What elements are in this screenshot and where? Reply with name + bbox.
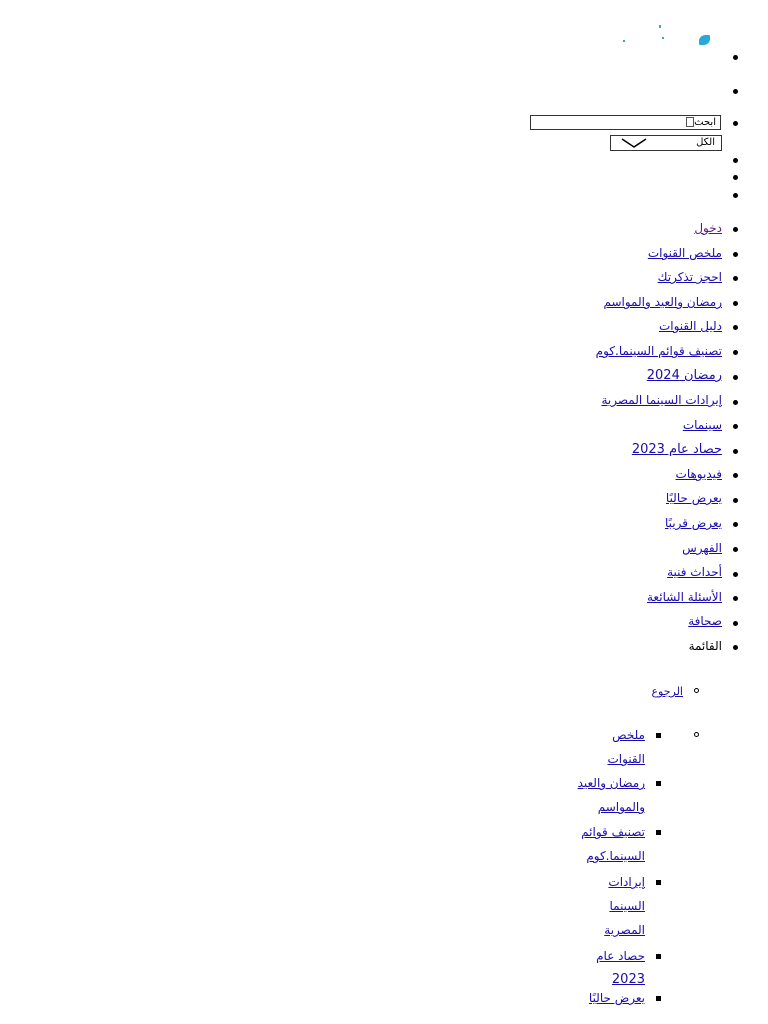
list-bullet: [733, 175, 738, 180]
list-bullet: [733, 424, 738, 429]
submenu-link-line: المصرية: [604, 923, 645, 937]
submenu-link-harvest-2023[interactable]: [596, 944, 645, 992]
submenu-link-line: السينما: [609, 899, 645, 913]
list-bullet: [733, 193, 738, 198]
nav-link-lists-ranking[interactable]: تصنيف قوائم السينما.كوم: [595, 344, 722, 358]
submenu-link-line: إيرادات: [608, 875, 645, 889]
nav-link-art-events[interactable]: أحداث فنية: [667, 565, 722, 579]
nav-link-book-ticket[interactable]: احجز تذكرتك: [657, 270, 722, 284]
list-bullet: [733, 473, 738, 478]
submenu-link-line: ملخص: [612, 728, 645, 742]
chevron-down-icon: [621, 138, 647, 148]
submenu-link-line: والمواسم: [597, 800, 645, 814]
submenu-link-line: القنوات: [607, 752, 645, 766]
nav-link-videos[interactable]: فيديوهات: [675, 467, 722, 481]
list-bullet: [733, 498, 738, 503]
list-bullet: [733, 325, 738, 330]
site-logo[interactable]: [615, 22, 715, 50]
submenu-link-line: 2023: [611, 972, 645, 987]
list-bullet: [733, 350, 738, 355]
list-bullet: [733, 89, 738, 94]
submenu-link-line: حصاد عام: [596, 949, 645, 963]
list-bullet: [733, 301, 738, 306]
list-bullet: [733, 276, 738, 281]
list-bullet: [733, 547, 738, 552]
list-bullet: [733, 252, 738, 257]
logo-mark-icon: [623, 40, 625, 42]
submenu-link-line: السينما.كوم: [586, 849, 645, 863]
list-bullet: [656, 830, 661, 835]
nav-link-cinemas[interactable]: سينمات: [682, 418, 722, 432]
list-bullet: [733, 572, 738, 577]
list-bullet: [656, 880, 661, 885]
list-bullet: [733, 400, 738, 405]
submenu-link-box-office[interactable]: [604, 870, 645, 942]
list-bullet: [733, 522, 738, 527]
submenu-link-line: رمضان والعيد: [577, 776, 645, 790]
nav-link-ramadan-seasons[interactable]: رمضان والعيد والمواسم: [603, 295, 722, 309]
category-select-value: الكل: [696, 137, 715, 148]
list-bullet: [656, 781, 661, 786]
list-bullet: [733, 449, 738, 454]
list-bullet: [656, 954, 661, 959]
submenu-link-channels-summary[interactable]: [607, 723, 645, 771]
nav-link-channels-summary[interactable]: ملخص القنوات: [647, 246, 722, 260]
nav-link-login[interactable]: دخول: [694, 221, 722, 235]
nav-link-index[interactable]: الفهرس: [682, 541, 722, 555]
submenu-link-ramadan-seasons[interactable]: [578, 771, 645, 819]
list-bullet: [733, 596, 738, 601]
submenu-link-line: تصنيف قوائم: [581, 825, 645, 839]
list-bullet: [733, 227, 738, 232]
logo-leaf-icon: [699, 35, 710, 45]
list-bullet: [733, 375, 738, 380]
logo-mark-icon: [659, 25, 661, 28]
list-bullet: [694, 732, 699, 737]
list-bullet: [733, 121, 738, 126]
list-bullet: [733, 621, 738, 626]
submenu-link-now-showing[interactable]: [589, 986, 645, 1010]
category-select[interactable]: [610, 135, 722, 151]
search-icon: [686, 117, 694, 127]
nav-link-coming-soon[interactable]: يعرض قريبًا: [664, 516, 722, 530]
list-bullet: [694, 688, 699, 693]
search-input[interactable]: [530, 115, 721, 130]
submenu-link-lists-ranking[interactable]: [581, 820, 645, 868]
back-link[interactable]: الرجوع: [651, 685, 683, 698]
search-placeholder: ابحث: [694, 117, 716, 128]
nav-link-box-office[interactable]: إيرادات السينما المصرية: [601, 393, 722, 407]
logo-mark-icon: [662, 37, 664, 39]
nav-link-channels-guide[interactable]: دليل القنوات: [658, 319, 722, 333]
nav-link-ramadan-2024[interactable]: رمضان 2024: [646, 368, 722, 383]
list-bullet: [733, 55, 738, 60]
menu-label: القائمة: [688, 639, 722, 653]
submenu-link-line: يعرض حاليًا: [588, 991, 645, 1005]
nav-link-now-showing[interactable]: يعرض حاليًا: [665, 491, 722, 505]
nav-link-harvest-2023[interactable]: حصاد عام 2023: [631, 442, 722, 457]
list-bullet: [733, 645, 738, 650]
list-bullet: [656, 996, 661, 1001]
list-bullet: [656, 733, 661, 738]
nav-link-faq[interactable]: الأسئلة الشائعة: [647, 590, 722, 604]
nav-link-press[interactable]: صحافة: [688, 614, 722, 628]
list-bullet: [733, 158, 738, 163]
